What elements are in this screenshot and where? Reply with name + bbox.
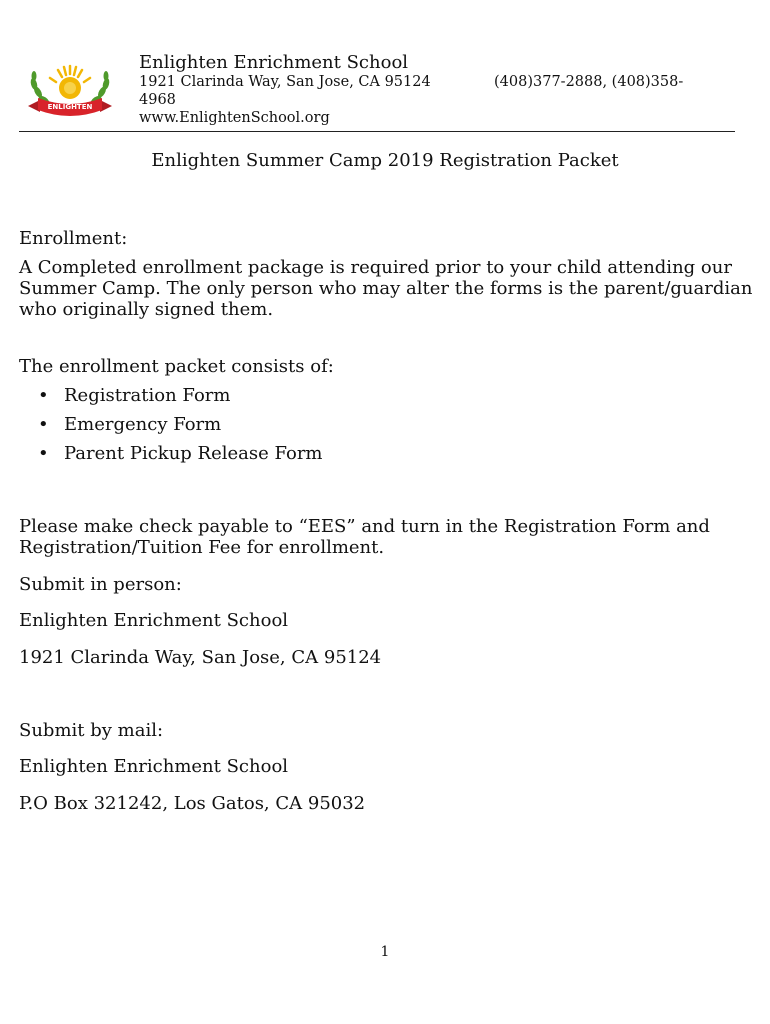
school-phone: (408)377-2888, (408)358-: [494, 74, 684, 90]
payment-line: Registration/Tuition Fee for enrollment.: [19, 537, 385, 558]
submit-in-person-address: 1921 Clarinda Way, San Jose, CA 95124: [19, 647, 382, 668]
enlighten-logo: [22, 62, 118, 122]
submit-by-mail-address: P.O Box 321242, Los Gatos, CA 95032: [19, 793, 366, 814]
bullet-icon: •: [38, 385, 49, 406]
school-website: www.EnlightenSchool.org: [139, 110, 330, 126]
list-item-label: Emergency Form: [64, 414, 222, 435]
school-address: 1921 Clarinda Way, San Jose, CA 95124: [139, 74, 431, 90]
school-phone-continued: 4968: [139, 92, 176, 108]
list-item: [38, 443, 323, 464]
enrollment-heading: Enrollment:: [19, 228, 128, 249]
list-item-label: Parent Pickup Release Form: [64, 443, 323, 464]
logo-banner-text: ENLIGHTEN: [47, 103, 93, 111]
packet-title: Enlighten Summer Camp 2019 Registration Packet: [151, 150, 619, 171]
enrollment-line: Summer Camp. The only person who may alter the forms is the parent/guardian: [19, 278, 753, 299]
list-item-label: Registration Form: [64, 385, 231, 406]
submit-in-person-name: Enlighten Enrichment School: [19, 610, 289, 631]
school-name: Enlighten Enrichment School: [139, 52, 409, 73]
enrollment-line: A Completed enrollment package is required prior to your child attending our: [19, 257, 732, 278]
packet-intro: The enrollment packet consists of:: [19, 356, 334, 377]
submit-by-mail-label: Submit by mail:: [19, 720, 164, 741]
list-item: [38, 385, 230, 406]
enrollment-line: who originally signed them.: [19, 299, 274, 320]
bullet-icon: •: [38, 414, 49, 435]
bullet-icon: •: [38, 443, 49, 464]
payment-line: Please make check payable to “EES” and turn in the Registration Form and: [19, 516, 710, 537]
page-number: 1: [380, 944, 390, 960]
list-item: [38, 414, 221, 435]
submit-in-person-label: Submit in person:: [19, 574, 182, 595]
submit-by-mail-name: Enlighten Enrichment School: [19, 756, 289, 777]
header-divider: [19, 131, 735, 132]
